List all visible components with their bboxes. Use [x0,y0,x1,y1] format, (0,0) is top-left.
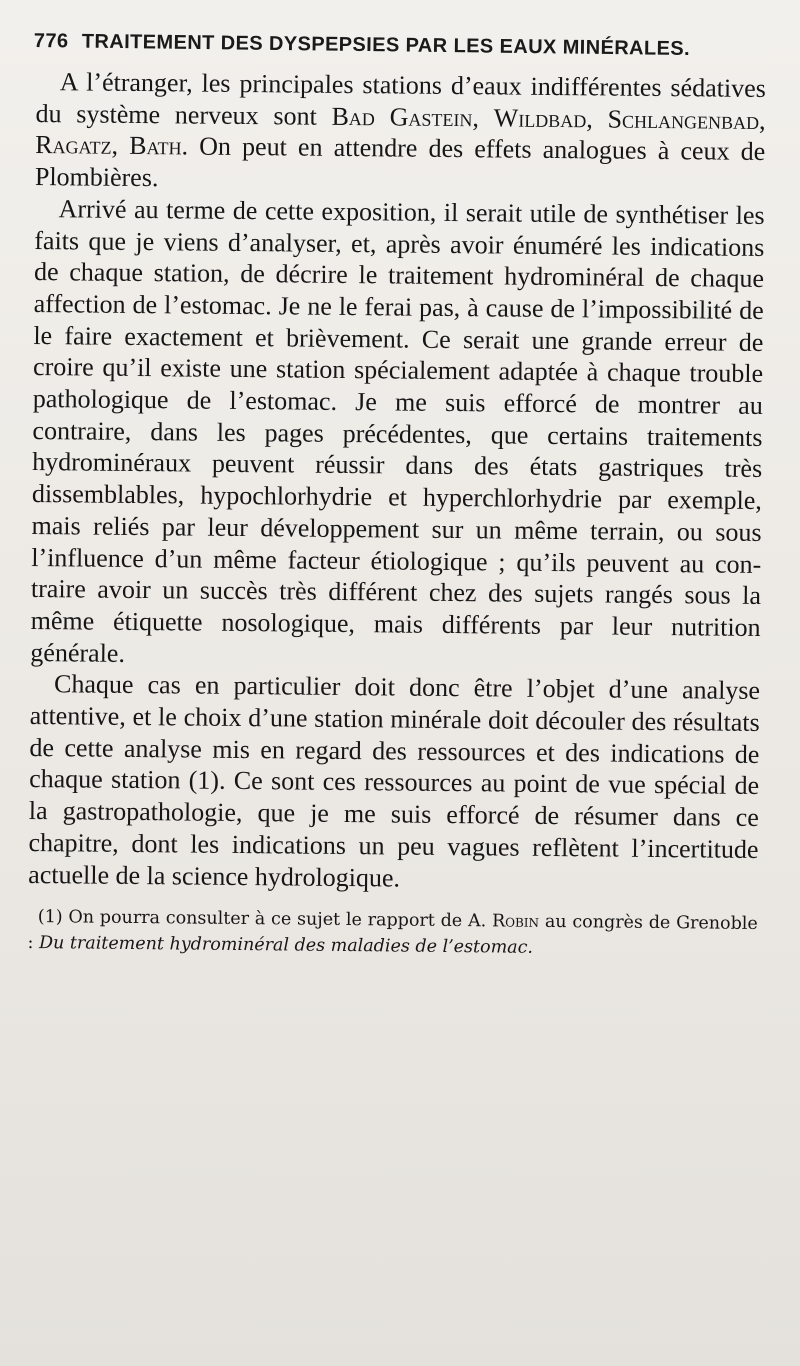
page-body [27,66,766,963]
page-number: 776 [33,30,69,53]
separator: , [586,103,608,134]
station-name: Schlangenbad [607,104,760,135]
station-name: Bath [129,131,182,161]
footnote-cited-title: Du traitement hydrominéral des maladies de l’estomac. [38,933,534,959]
footnote [27,904,757,963]
paragraph-foreign-stations [35,66,766,200]
separator: , [111,131,130,161]
station-name: Ragatz [35,130,112,161]
paragraph-text: A l’étranger, les principales stations d’eaux indifférentes sédatives du système nerveux sont [35,67,766,131]
running-title: TRAITEMENT DES DYSPEPSIES PAR LES EAUX MINÉRALES. [81,30,691,61]
separator: , [472,102,494,133]
separator: , [758,105,766,135]
paragraph-text: . On peut en attendre des effets analogues à ceux de Plombières. [34,131,766,193]
paragraph-synthesis: Arrivé au terme de cette exposition, il serait utile de synthétiser les faits que je viens d’analyser, et, après avoir énuméré les indications de chaque station, de décrire le traitement hydrominéral de chaque affection de l’estomac. Je ne le ferai pas, à cause de l’impossibilité de le faire exactement et brièvement. Ce serait une grande erreur de croire qu’il existe une station spécialement adaptée à chaque trouble pathologique de l’estomac. Je me suis efforcé de montrer au contraire, dans les pages précédentes, que certains traitements hydrominéraux peuvent réussir dans des états gastriques très dissemblables, hypochlorhydrie et hyperchlorhydrie par exemple, mais reliés par leur développement sur un même terrain, ou sous l’influence d’un même facteur étiologique ; qu’ils peuvent au contraire avoir un succès très différent chez des sujets rangés sous la même étiquette nosologique, mais différents par leur nutrition générale. [30,194,765,668]
footnote-text: au congrès de Grenoble : [27,912,758,954]
paragraph-conclusion: Chaque cas en particulier doit donc être l’objet d’une analyse attentive, et le choix d’une station minérale doit découler des résultats de cette analyse mis en regard des ressources et des indications de chaque station (1). Ce sont ces ressources au point de vue spécial de la gastropathologie, que je me suis efforcé de résumer dans ce chapitre, dont les indications un peu vagues reflètent l’incertitude actuelle de la science hydrologique. [28,669,761,893]
footnote-author: Robin [491,911,540,933]
station-name: Wildbad [493,103,587,133]
station-name: Bad Gastein [331,101,473,132]
footnote-text: (1) On pourra consulter à ce sujet le rapport de A. [37,907,493,932]
